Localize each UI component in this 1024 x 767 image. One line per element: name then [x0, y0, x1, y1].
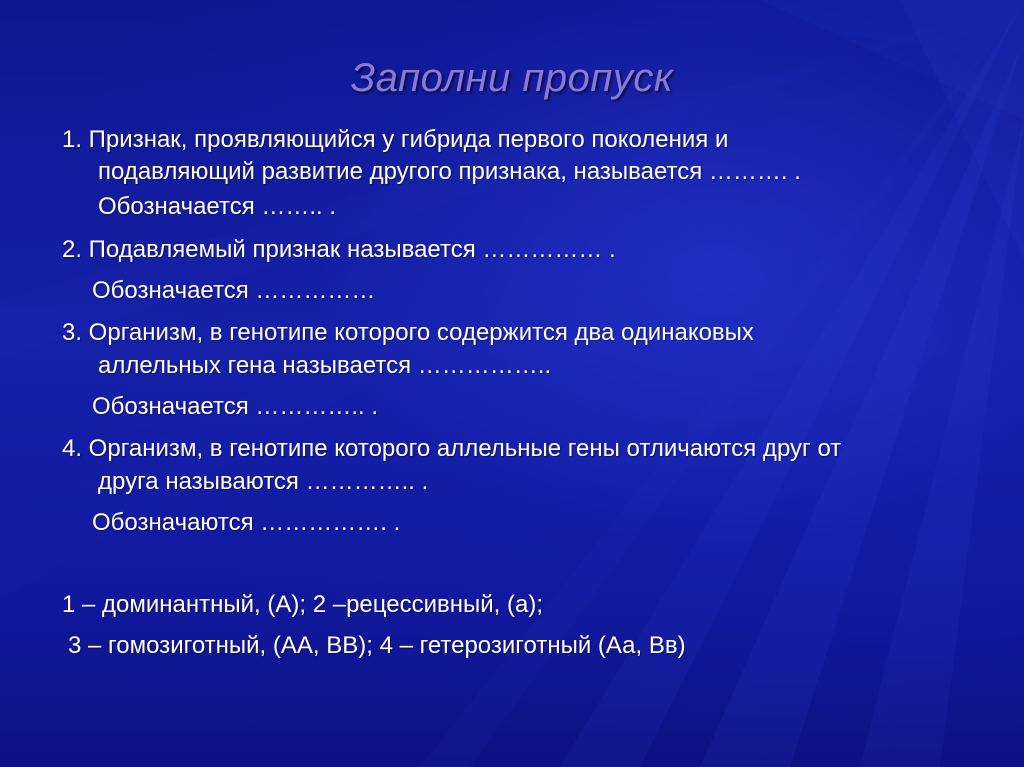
item-4-line-2: друга называются ………….. .: [98, 468, 429, 495]
item-3-line-3: Обозначается ………….. .: [92, 393, 379, 420]
item-3-line-1: 3. Организм, в генотипе которого содержится два одинаковых: [62, 319, 754, 346]
item-1-line-2: подавляющий развитие другого признака, называется ………. .: [98, 158, 801, 185]
item-4-line-1: 4. Организм, в генотипе которого аллельные гены отличаются друг от: [62, 435, 842, 462]
item-1-line-1: 1. Признак, проявляющийся у гибрида первого поколения и: [62, 126, 729, 153]
slide-title: Заполни пропуск: [350, 56, 674, 100]
item-2-line-1: 2. Подавляемый признак называется …………… .: [62, 236, 616, 263]
answers-line-2: 3 – гомозиготный, (АА, ВВ); 4 – гетерозиготный (Аа, Вв): [68, 632, 686, 659]
answers-line-1: 1 – доминантный, (А); 2 –рецессивный, (а);: [62, 591, 543, 618]
item-1-line-3: Обозначается …….. .: [98, 193, 337, 220]
item-3-line-2: аллельных гена называется ……………..: [98, 352, 552, 379]
item-4-line-3: Обозначаются ……………. .: [92, 509, 401, 536]
item-2-line-2: Обозначается ……………: [92, 277, 376, 304]
